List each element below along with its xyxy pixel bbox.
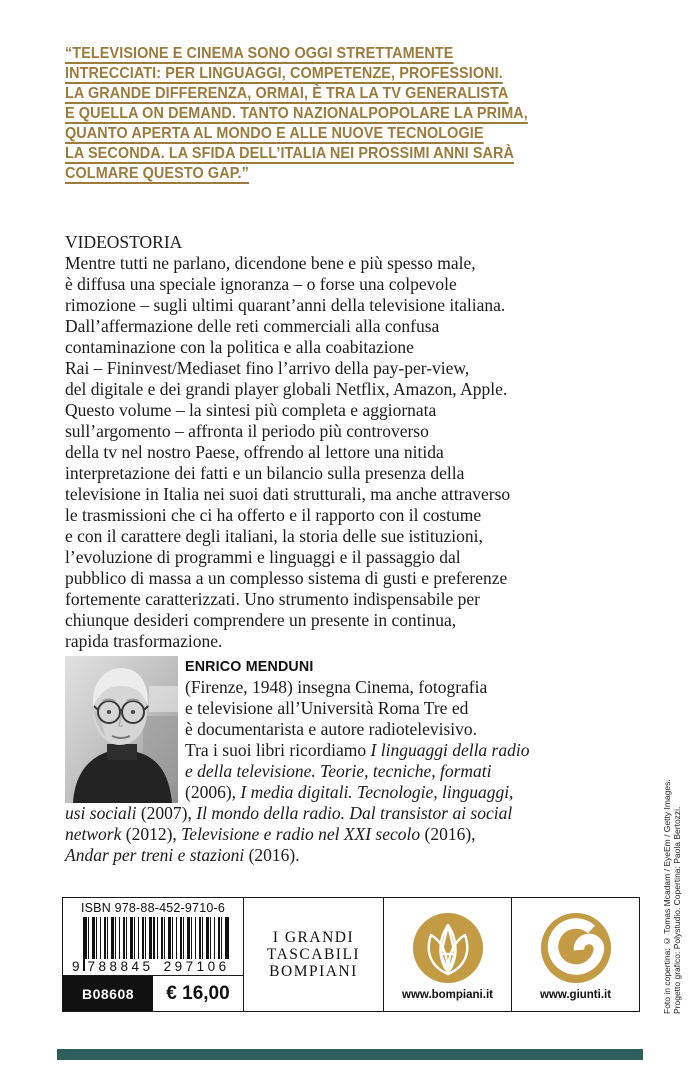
author-bio-beside-photo: (Firenze, 1948) insegna Cinema, fotografia e televisione all’Università Roma Tre ed è documentarista e autore radiotelevisivo. Tra i suoi libri ricordiamo I linguaggi della radio e della televisione. Teorie, tecniche, formati (2006), I media digitali. Tecnologie, linguaggi,: [185, 677, 530, 802]
barcode-digit-group: 9: [72, 959, 80, 974]
author-portrait-illustration: [65, 656, 178, 803]
synopsis-text: Mentre tutti ne parlano, dicendone bene e più spesso male, è diffusa una speciale ignoranza – o forse una colpevole rimozione – sugli ultimi quarant’anni della televisione italiana. Dall’affermazione delle reti commerciali alla confusa contaminazione con la politica e alla coabitazione Rai – Fininvest/Mediaset fino l’arrivo della pay-per-view, del digitale e dei grandi player globali Netflix, Amazon, Apple. Questo volume – la sintesi più completa e aggiornata sull’argomento – affronta il periodo più controverso della tv nel nostro Paese, offrendo al lettore una nitida interpretazione dei fatti e un bilancio sulla presenza della televisione in Italia nei suoi dati strutturali, ma anche attraverso le trasmissioni che ci ha offerto e il rapporto con il costume e con il carattere degli italiani, la storia delle sue istituzioni, l’evoluzione di programmi e linguaggi e il passaggio dal pubblico di massa a un complesso sistema di gusti e preferenze fortemente caratterizzati. Uno strumento indispensabile per chiunque desideri comprendere un presente in continua, rapida trasformazione.: [65, 253, 511, 651]
footer-strip: [62, 897, 640, 1012]
barcode-bars: [85, 917, 227, 959]
barcode-digit-group: 297106: [163, 959, 230, 974]
barcode-digits: [71, 959, 233, 975]
giunti-url: www.giunti.it: [539, 989, 612, 1001]
giunti-g-icon: [540, 912, 612, 984]
author-block: [65, 656, 650, 866]
photo-credit: Foto in copertina: © Tomas Mcadam / EyeEm / Getty Images.: [662, 779, 672, 1014]
pull-quote: “TELEVISIONE E CINEMA SONO OGGI STRETTAMENTE INTRECCIATI: PER LINGUAGGI, COMPETENZE, PROFESSIONI. LA GRANDE DIFFERENZA, ORMAI, È TRA LA TV GENERALISTA E QUELLA ON DEMAND. TANTO NAZIONALPOPOLARE LA PRIMA, QUANTO APERTA AL MONDO E ALLE NUOVE TECNOLOGIE LA SECONDA. LA SFIDA DELL’ITALIA NEI PROSSIMI ANNI SARÀ COLMARE QUESTO GAP.”: [65, 45, 528, 182]
synopsis-title: VIDEOSTORIA: [65, 232, 183, 252]
book-code-badge: B08608: [63, 976, 153, 1011]
bompiani-url: www.bompiani.it: [402, 989, 493, 1001]
bompiani-flower-icon: [412, 912, 484, 984]
imprint-cell: [244, 898, 384, 1011]
author-photo: [65, 656, 178, 803]
isbn-label: ISBN 978-88-452-9710-6: [80, 901, 226, 915]
cover-credits: [662, 752, 682, 1014]
author-name: ENRICO MENDUNI: [185, 658, 314, 675]
price: € 16,00: [166, 982, 230, 1004]
author-bio-full-width: usi sociali (2007), Il mondo della radio. Dal transistor ai social network (2012), Televisione e radio nel XXI secolo (2016), Andar per treni e stazioni (2016).: [65, 803, 513, 865]
barcode-digit-group: 788845: [87, 959, 154, 974]
bottom-accent-bar: [57, 1049, 643, 1060]
design-credit: Progetto grafico: Polystudio. Copertina: Paola Bertozzi.: [672, 806, 682, 1014]
synopsis: [65, 232, 655, 652]
giunti-cell: [512, 898, 639, 1011]
barcode-cell: [63, 898, 244, 1011]
imprint-name: I GRANDI TASCABILI BOMPIANI: [266, 929, 361, 980]
bompiani-cell: [384, 898, 512, 1011]
barcode: [72, 917, 233, 975]
